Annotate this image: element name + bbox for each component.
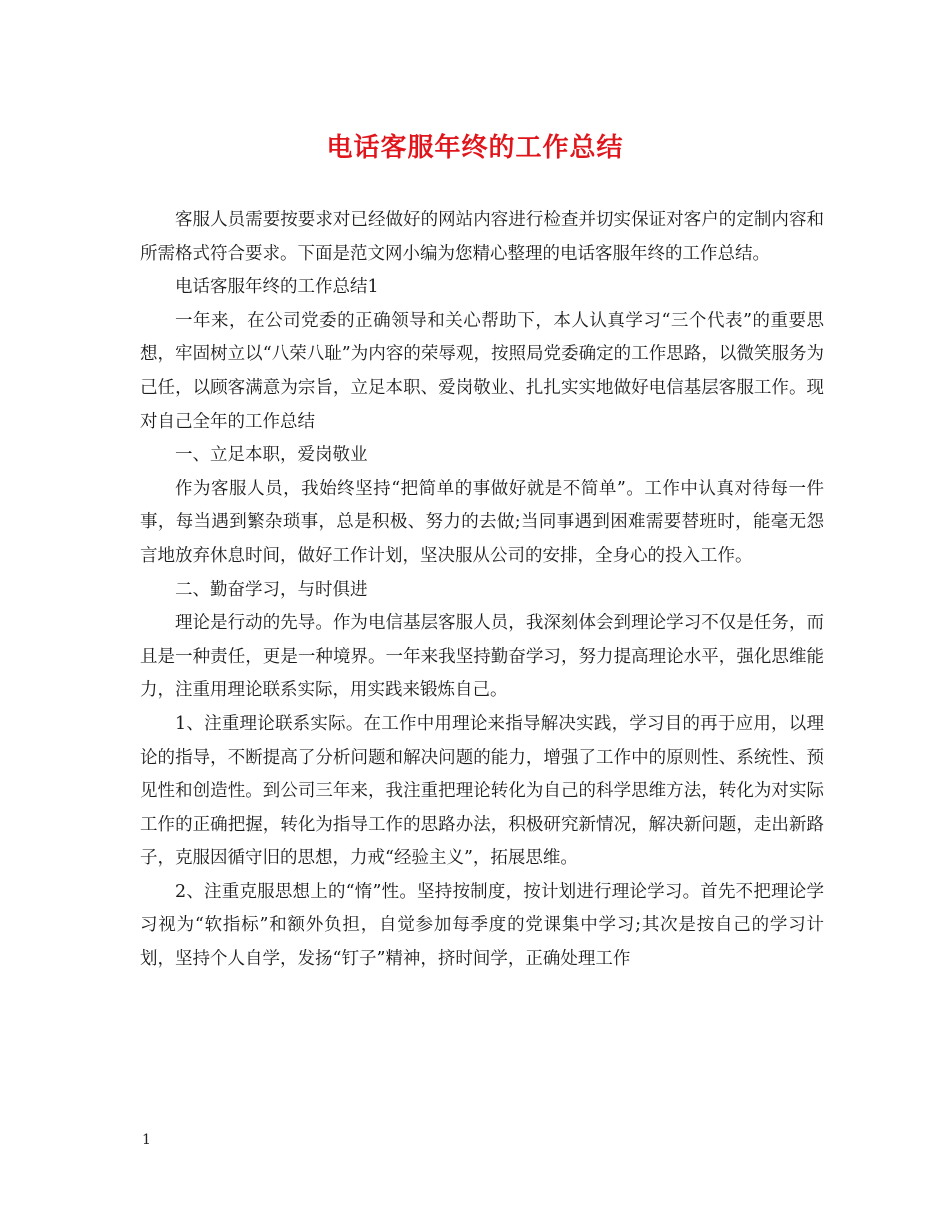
intro-paragraph: 客服人员需要按要求对已经做好的网站内容进行检查并切实保证对客户的定制内容和所需格式符合要求。下面是范文网小编为您精心整理的电话客服年终的工作总结。 [140, 210, 824, 264]
section-title-summary-1: 电话客服年终的工作总结1 [175, 277, 379, 298]
document-title: 电话客服年终的工作总结 [326, 133, 624, 163]
section-heading-2: 二、勤奋学习，与时俱进 [175, 579, 368, 600]
body-paragraph: 一年来，在公司党委的正确领导和关心帮助下，本人认真学习“三个代表”的重要思想，牢固树立以“八荣八耻”为内容的荣辱观，按照局党委确定的工作思路，以微笑服务为己任，以顾客满意为宗旨，立足本职、爱岗敬业、扎扎实实地做好电信基层客服工作。现对自己全年的工作总结 [140, 310, 824, 432]
page-number: 1 [142, 1132, 151, 1148]
body-paragraph: 2、注重克服思想上的“惰”性。坚持按制度，按计划进行理论学习。首先不把理论学习视为“软指标”和额外负担，自觉参加每季度的党课集中学习;其次是按自己的学习计划，坚持个人自学，发扬“钉子”精神，挤时间学，正确处理工作 [140, 881, 824, 970]
section-heading-1: 一、立足本职，爱岗敬业 [175, 445, 368, 466]
body-paragraph: 1、注重理论联系实际。在工作中用理论来指导解决实践，学习目的再于应用，以理论的指导，不断提高了分析问题和解决问题的能力，增强了工作中的原则性、系统性、预见性和创造性。到公司三年来，我注重把理论转化为自己的科学思维方法，转化为对实际工作的正确把握，转化为指导工作的思路办法，积极研究新情况，解决新问题，走出新路子，克服因循守旧的思想，力戒“经验主义”，拓展思维。 [140, 713, 824, 869]
body-paragraph: 理论是行动的先导。作为电信基层客服人员，我深刻体会到理论学习不仅是任务，而且是一种责任，更是一种境界。一年来我坚持勤奋学习，努力提高理论水平，强化思维能力，注重用理论联系实际，用实践来锻炼自己。 [140, 613, 824, 701]
document-body [140, 204, 824, 977]
body-paragraph: 作为客服人员，我始终坚持“把简单的事做好就是不简单”。工作中认真对待每一件事，每当遇到繁杂琐事，总是积极、努力的去做;当同事遇到困难需要替班时，能毫无怨言地放弃休息时间，做好工作计划，坚决服从公司的安排，全身心的投入工作。 [140, 478, 824, 566]
